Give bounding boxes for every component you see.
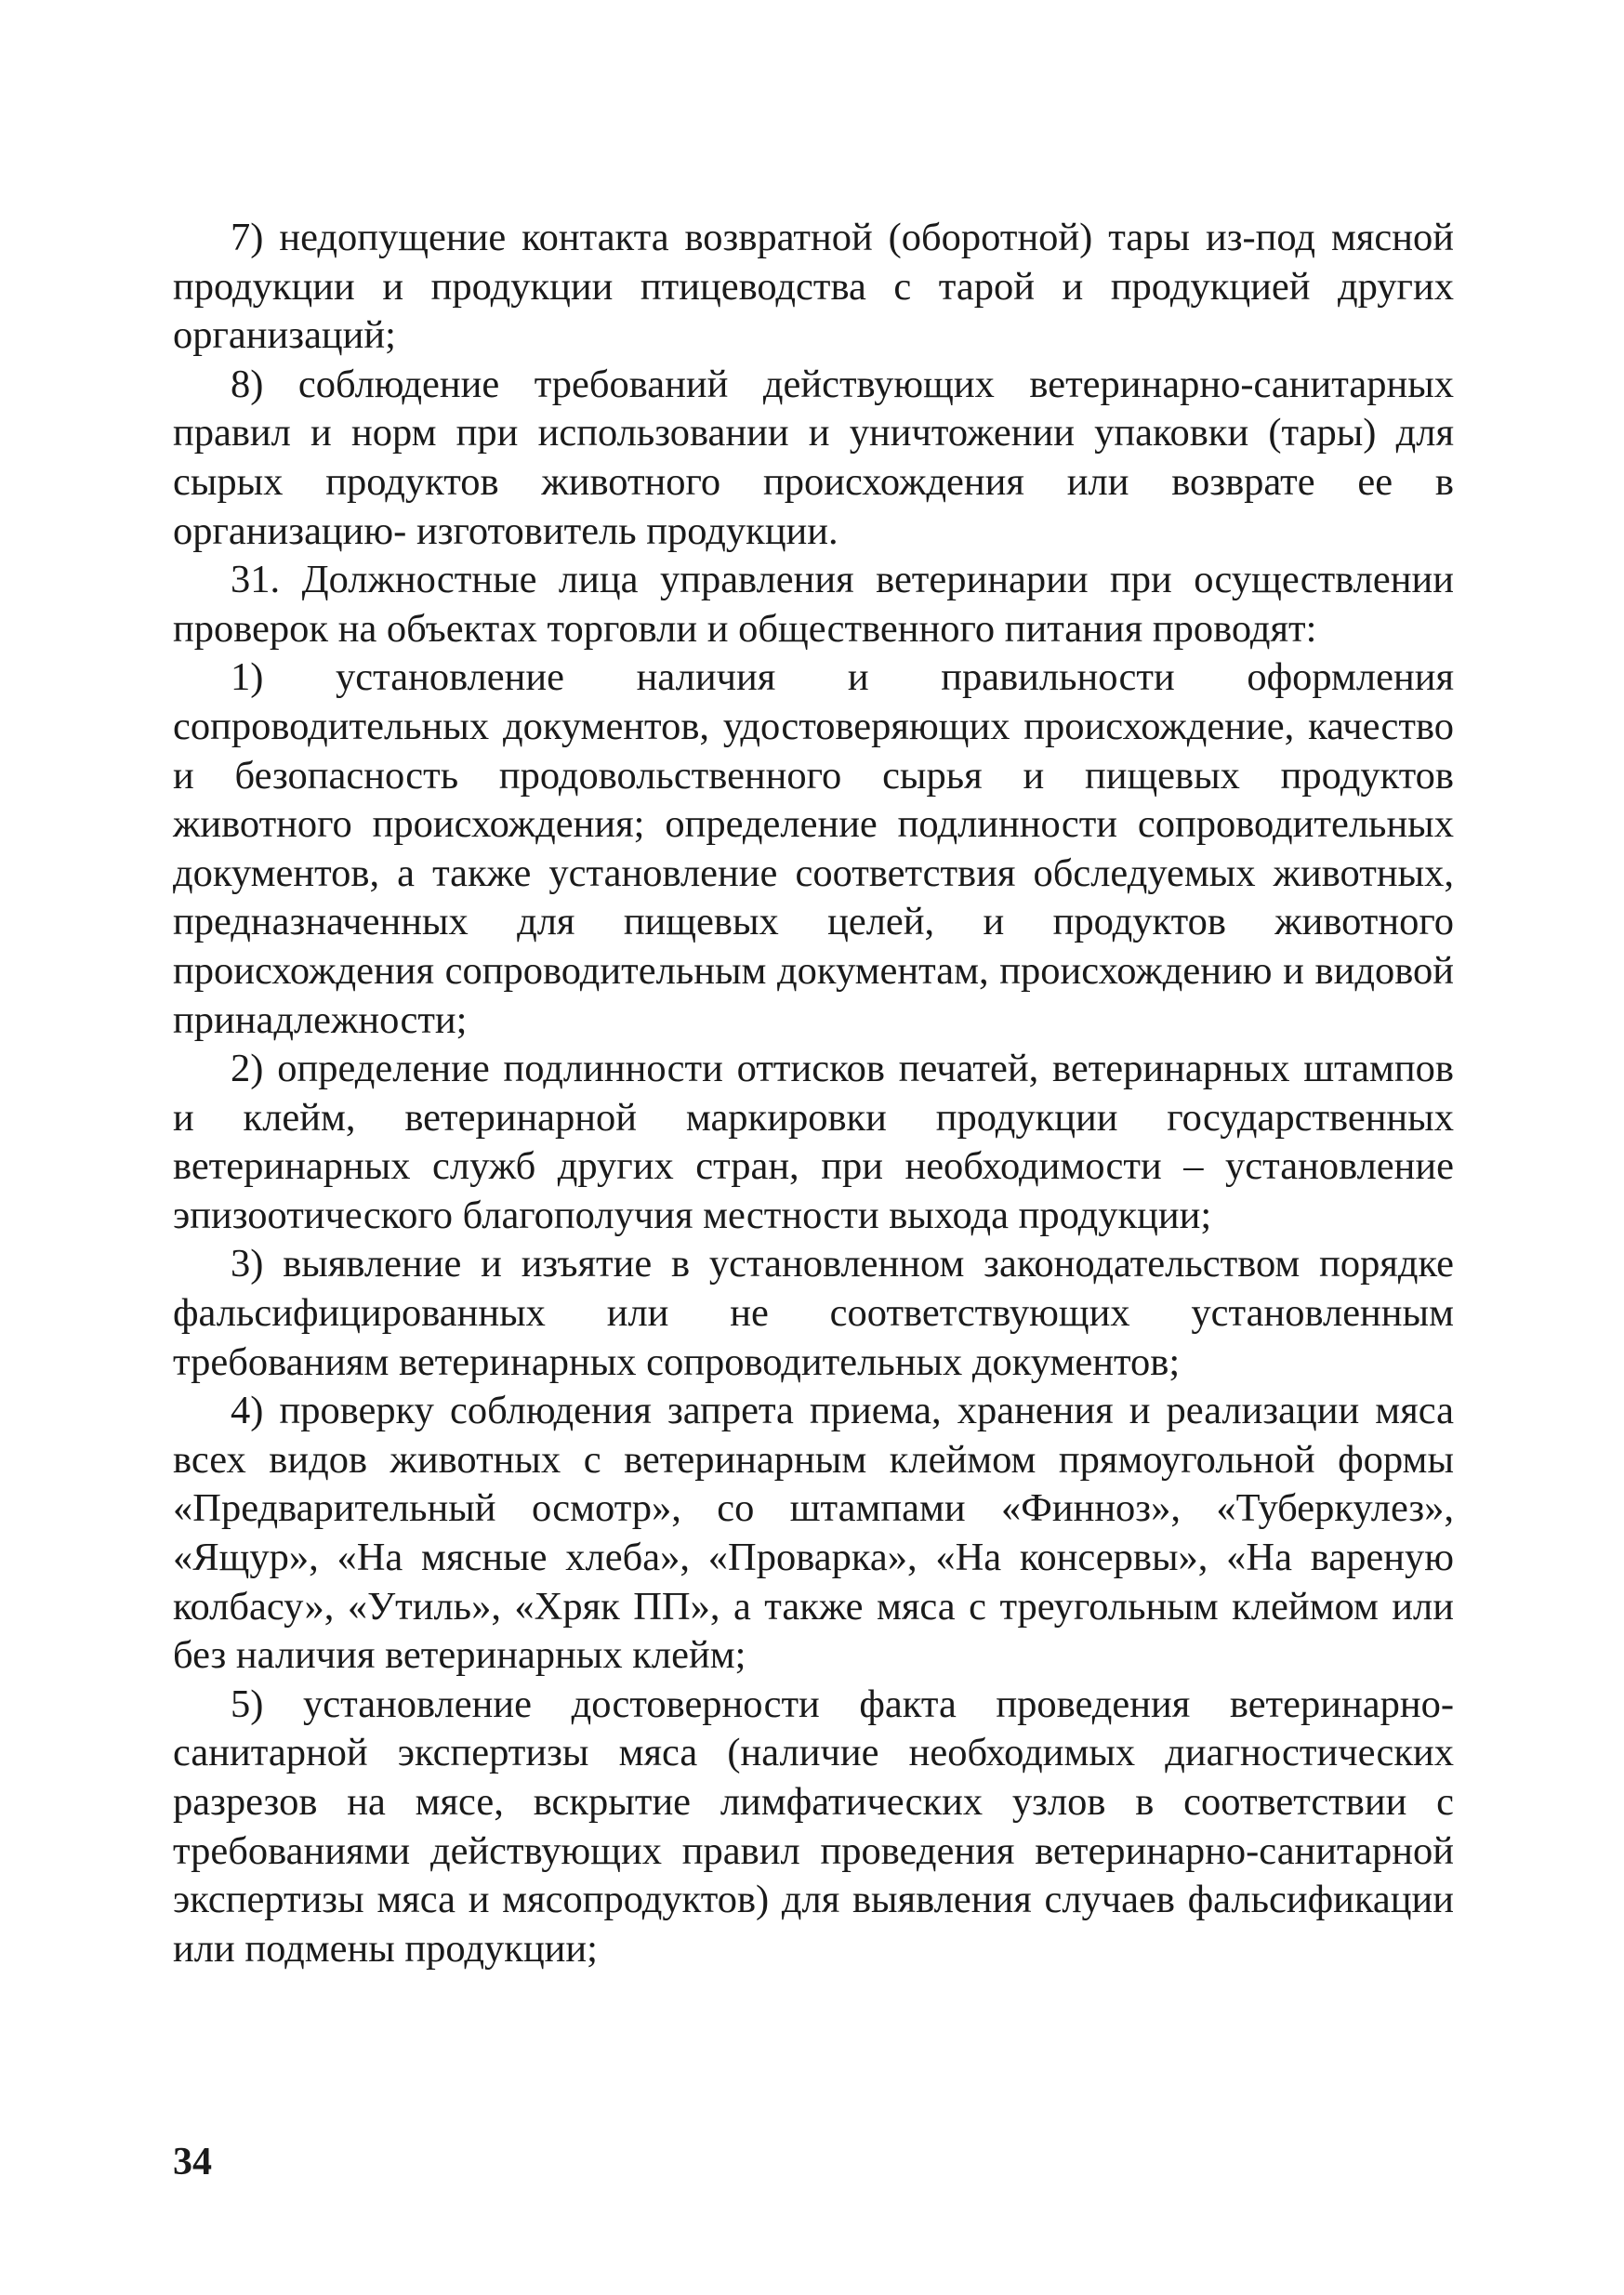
paragraph-item-7: 7) недопущение контакта возвратной (оборотной) тары из-под мясной продукции и продукции птицеводства с тарой и продукцией других организаций; bbox=[173, 216, 1454, 358]
paragraph-item-4: 4) проверку соблюдения запрета приема, хранения и реализации мяса всех видов животных с ветеринарным клеймом прямоугольной формы «Предварительный осмотр», со штампами «Финноз», «Туберкулез», «Ящур», «На мясные хлеба», «Проварка», «На консервы», «На вареную колбасу», «Утиль», «Хряк ПП», а также мяса с треугольным клеймом или без наличия ветеринарных клейм; bbox=[173, 1389, 1454, 1678]
page-number: 34 bbox=[173, 2141, 212, 2183]
paragraph-section-31: 31. Должностные лица управления ветеринарии при осуществлении проверок на объектах торговли и общественного питания проводят: bbox=[173, 558, 1454, 651]
paragraph-item-1: 1) установление наличия и правильности оформления сопроводительных документов, удостоверяющих происхождение, качество и безопасность продовольственного сырья и пищевых продуктов животного происхождения; определение подлинности сопроводительных документов, а также установление соответствия обследуемых животных, предназначенных для пищевых целей, и продуктов животного происхождения сопроводительным документам, происхождению и видовой принадлежности; bbox=[173, 655, 1454, 1042]
paragraph-item-8: 8) соблюдение требований действующих ветеринарно-санитарных правил и норм при использовании и уничтожении упаковки (тары) для сырых продуктов животного происхождения или возврате ее в организацию- изготовитель продукции. bbox=[173, 362, 1454, 553]
body-text bbox=[173, 214, 1454, 1973]
paragraph-item-2: 2) определение подлинности оттисков печатей, ветеринарных штампов и клейм, ветеринарной маркировки продукции государственных ветеринарных служб других стран, при необходимости – установление эпизоотического благополучия местности выхода продукции; bbox=[173, 1047, 1454, 1237]
paragraph-item-3: 3) выявление и изъятие в установленном законодательством порядке фальсифицированных или не соответствующих установленным требованиям ветеринарных сопроводительных документов; bbox=[173, 1242, 1454, 1384]
paragraph-item-5: 5) установление достоверности факта проведения ветеринарно-санитарной экспертизы мяса (наличие необходимых диагностических разрезов на мясе, вскрытие лимфатических узлов в соответствии с требованиями действующих правил проведения ветеринарно-санитарной экспертизы мяса и мясопродуктов) для выявления случаев фальсификации или подмены продукции; bbox=[173, 1682, 1454, 1971]
